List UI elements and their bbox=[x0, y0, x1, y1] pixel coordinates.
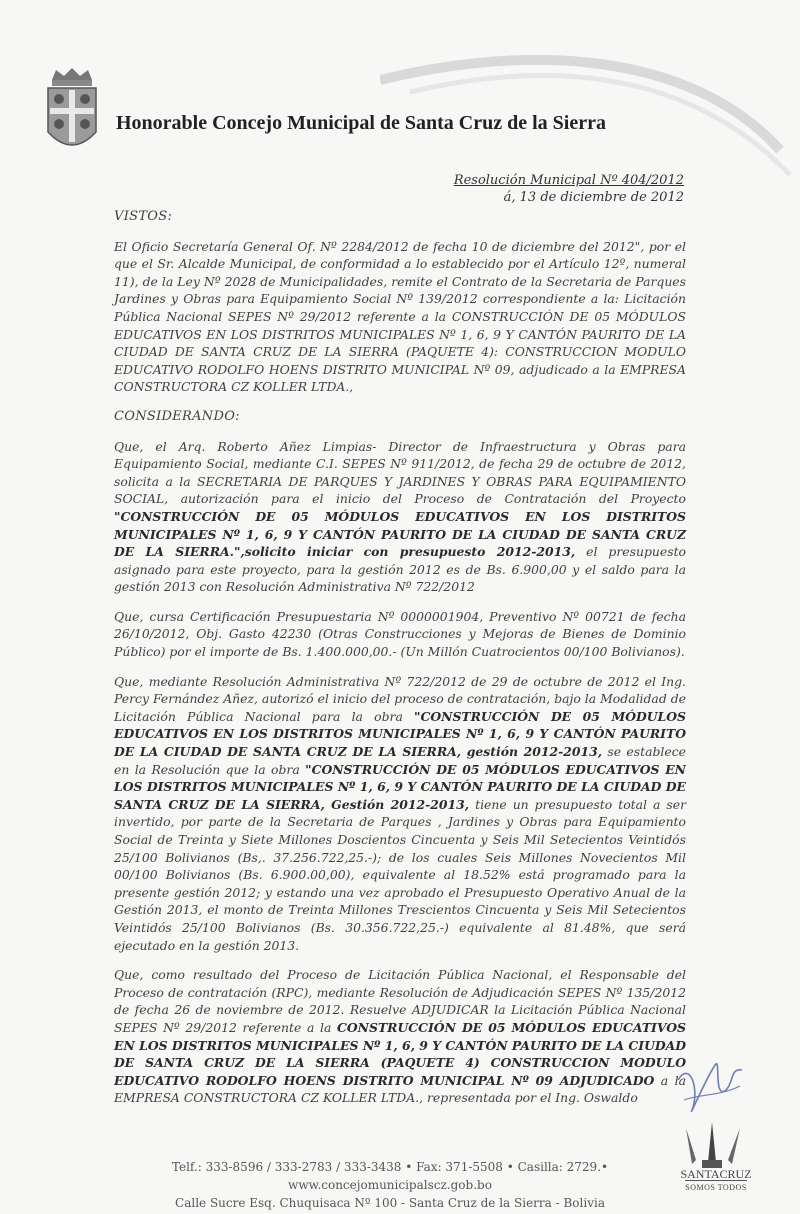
p3-text-c: se establece en la Resolución que la obra bbox=[114, 744, 686, 777]
p3-text-e: tiene un presupuesto total a ser invertido, por parte de la Secretaria de Parques , Jardines y Obras para Equipamiento Social de Treinta y Siete Millones Doscientos Cincuenta y Seis Mil Setecientos Veintidós 25/100 Bolivianos (Bs,. 37.256.722,25.-); de los cuales Seis Millones Novecientos Mil 00/100 Bolivianos (Bs. 6.900.00,00), equivalente al 18.52% está programado para la presente gestión 2012; y estando una vez aprobado el Presupuesto Operativo Anual de la Gestión 2013, el monto de Treinta Millones Trescientos Cincuenta y Seis Mil Setecientos Veintidós 25/100 Bolivianos (Bs. 30.356.722,25.-) equivalente al 81.48%, que será ejecutado en la gestión 2013. bbox=[114, 796, 686, 953]
header-swoosh-decoration bbox=[380, 40, 800, 180]
resolution-block bbox=[454, 172, 684, 206]
footer-logo-text bbox=[676, 1168, 756, 1194]
logo-title: SANTACRUZ bbox=[680, 1167, 752, 1181]
resolution-date: á, 13 de diciembre de 2012 bbox=[503, 190, 684, 205]
considerando-paragraph-3 bbox=[114, 673, 686, 955]
institution-title: Honorable Concejo Municipal de Santa Cruz de la Sierra bbox=[116, 112, 606, 134]
santa-cruz-logo-icon bbox=[662, 1120, 762, 1210]
logo-tagline: SOMOS TODOS bbox=[685, 1180, 746, 1194]
handwritten-signature-icon bbox=[670, 1050, 750, 1130]
p3-text-a: Que, mediante Resolución Administrativa Nº 722/2012 de 29 de octubre de 2012 el Ing. Percy Fernández Añez, autorizó el inicio del proceso de contratación, bajo la Modalidad de Licitación Pública Nacional para la obra bbox=[114, 673, 686, 724]
considerando-paragraph-2: Que, cursa Certificación Presupuestaria Nº 0000001904, Preventivo Nº 00721 de fecha 26/10/2012, Obj. Gasto 42230 (Otras Construcciones y Mejoras de Bienes de Dominio Público) por el importe de Bs. 1.400.000,00.- (Un Millón Cuatrocientos 00/100 Bolivianos). bbox=[114, 608, 686, 660]
p1-text-a: Que, el Arq. Roberto Añez Limpias- Director de Infraestructura y Obras para Equipamiento Social, mediante C.I. SEPES Nº 911/2012, de fecha 29 de octubre de 2012, solicita a la SECRETARIA DE PARQUES Y JARDINES Y OBRAS PARA EQUIPAMIENTO SOCIAL, autorización para el inicio del Proceso de Contratación del Proyecto bbox=[114, 438, 686, 507]
coat-of-arms-icon bbox=[42, 66, 102, 158]
p3-project-title-1: "CONSTRUCCIÓN DE 05 MÓDULOS EDUCATIVOS EN LOS DISTRITOS MUNICIPALES Nº 1, 6, 9 Y CANTÓN PAURITO DE LA CIUDAD DE SANTA CRUZ DE LA SIERRA, gestión 2012-2013, bbox=[114, 708, 687, 760]
p4-text-c: a la EMPRESA CONSTRUCTORA CZ KOLLER LTDA., representada por el Ing. Oswaldo bbox=[114, 1072, 686, 1106]
considerando-paragraph-1 bbox=[114, 438, 686, 596]
footer-contact bbox=[110, 1158, 670, 1212]
footer-line-2: Calle Sucre Esq. Chuquisaca Nº 100 - Santa Cruz de la Sierra - Bolivia bbox=[175, 1196, 605, 1210]
resolution-number: Resolución Municipal Nº 404/2012 bbox=[453, 173, 684, 188]
considerando-heading: CONSIDERANDO: bbox=[114, 408, 240, 424]
p4-project-title: CONSTRUCCIÓN DE 05 MÓDULOS EDUCATIVOS EN LOS DISTRITOS MUNICIPALES Nº 1, 6, 9 Y CANTÓN PAURITO DE LA CIUDAD DE SANTA CRUZ DE LA SIERRA (PAQUETE 4) CONSTRUCCION MODULO EDUCATIVO RODOLFO HOENS DISTRITO MUNICIPAL Nº 09 ADJUDICADO bbox=[114, 1019, 686, 1088]
p3-project-title-2: "CONSTRUCCIÓN DE 05 MÓDULOS EDUCATIVOS EN LOS DISTRITOS MUNICIPALES Nº 1, 6, 9 Y CANTÓN PAURITO DE LA CIUDAD DE SANTA CRUZ DE LA SIERRA, Gestión 2012-2013, bbox=[114, 761, 687, 812]
document-body bbox=[114, 208, 686, 1119]
p1-text-c: el presupuesto asignado para este proyecto, para la gestión 2012 es de Bs. 6.900,00 y el saldo para la gestión 2013 con Resolución Administrativa Nº 722/2012 bbox=[114, 544, 687, 595]
vistos-heading: VISTOS: bbox=[114, 209, 173, 224]
considerando-paragraph-4 bbox=[114, 966, 686, 1107]
footer-line-1: Telf.: 333-8596 / 333-2783 / 333-3438 • Fax: 371-5508 • Casilla: 2729.• www.concejomunicipalscz.gob.bo bbox=[171, 1160, 609, 1192]
vistos-paragraph: El Oficio Secretaría General Of. Nº 2284/2012 de fecha 10 de diciembre del 2012", por el que el Sr. Alcalde Municipal, de conformidad a lo establecido por el Artículo 12º, numeral 11), de la Ley Nº 2028 de Municipalidades, remite el Contrato de la Secretaria de Parques Jardines y Obras para Equipamiento Social Nº 139/2012 correspondiente a la: Licitación Pública Nacional SEPES Nº 29/2012 referente a la CONSTRUCCIÓN DE 05 MÓDULOS EDUCATIVOS EN LOS DISTRITOS MUNICIPALES Nº 1, 6, 9 Y CANTÓN PAURITO DE LA CIUDAD DE SANTA CRUZ DE LA SIERRA (PAQUETE 4): CONSTRUCCION MODULO EDUCATIVO RODOLFO HOENS DISTRITO MUNICIPAL Nº 09, adjudicado a la EMPRESA CONSTRUCTORA CZ KOLLER LTDA., bbox=[114, 238, 686, 395]
p4-text-a: Que, como resultado del Proceso de Licitación Pública Nacional, el Responsable del Proceso de contratación (RPC), mediante Resolución de Adjudicación SEPES Nº 135/2012 de fecha 26 de noviembre de 2012. Resuelve ADJUDICAR la Licitación Pública Nacional SEPES Nº 29/2012 referente a la bbox=[114, 967, 686, 1035]
p1-project-title: "CONSTRUCCIÓN DE 05 MÓDULOS EDUCATIVOS EN LOS DISTRITOS MUNICIPALES Nº 1, 6, 9 Y CANTÓN PAURITO DE LA CIUDAD DE SANTA CRUZ DE LA SIERRA.",solicito iniciar con presupuesto 2012-2013, bbox=[114, 508, 686, 560]
